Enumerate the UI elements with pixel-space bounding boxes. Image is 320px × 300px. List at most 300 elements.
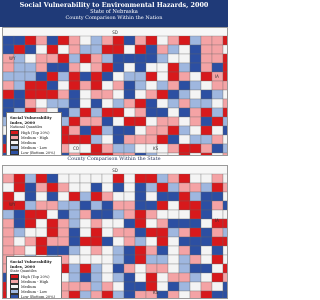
county-cell bbox=[179, 126, 190, 135]
county-cell bbox=[80, 210, 91, 219]
county-cell bbox=[80, 63, 91, 72]
county-cell bbox=[69, 192, 80, 201]
county-cell bbox=[157, 246, 168, 255]
county-cell bbox=[113, 36, 124, 45]
county-cell bbox=[190, 54, 201, 63]
county-cell bbox=[102, 117, 113, 126]
county-cell bbox=[135, 291, 146, 298]
county-cell bbox=[135, 201, 146, 210]
county-cell bbox=[179, 255, 190, 264]
legend-label: Medium - High bbox=[21, 279, 49, 284]
county-cell bbox=[135, 228, 146, 237]
county-cell bbox=[135, 237, 146, 246]
county-cell bbox=[168, 117, 179, 126]
county-cell bbox=[36, 99, 47, 108]
county-cell bbox=[168, 282, 179, 291]
county-cell bbox=[146, 63, 157, 72]
county-cell bbox=[223, 45, 227, 54]
county-cell bbox=[190, 63, 201, 72]
county-cell bbox=[14, 45, 25, 54]
county-cell bbox=[190, 192, 201, 201]
county-cell bbox=[14, 192, 25, 201]
county-cell bbox=[113, 90, 124, 99]
county-cell bbox=[157, 72, 168, 81]
county-cell bbox=[190, 291, 201, 298]
county-cell bbox=[157, 45, 168, 54]
county-cell bbox=[102, 36, 113, 45]
county-cell bbox=[168, 183, 179, 192]
county-cell bbox=[124, 246, 135, 255]
county-cell bbox=[113, 72, 124, 81]
county-cell bbox=[223, 291, 227, 298]
county-cell bbox=[113, 63, 124, 72]
county-cell bbox=[146, 246, 157, 255]
county-cell bbox=[58, 219, 69, 228]
county-cell bbox=[124, 54, 135, 63]
county-cell bbox=[157, 126, 168, 135]
nation-comparison-map bbox=[2, 27, 228, 156]
county-cell bbox=[135, 90, 146, 99]
county-cell bbox=[91, 99, 102, 108]
county-cell bbox=[36, 174, 47, 183]
county-cell bbox=[69, 99, 80, 108]
county-cell bbox=[124, 282, 135, 291]
county-cell bbox=[25, 246, 36, 255]
county-cell bbox=[3, 246, 14, 255]
county-cell bbox=[212, 144, 223, 153]
county-cell bbox=[135, 255, 146, 264]
county-cell bbox=[25, 174, 36, 183]
county-cell bbox=[179, 183, 190, 192]
county-cell bbox=[157, 90, 168, 99]
county-cell bbox=[14, 201, 25, 210]
county-cell bbox=[58, 99, 69, 108]
map-header bbox=[0, 0, 228, 27]
county-cell bbox=[179, 54, 190, 63]
county-cell bbox=[124, 135, 135, 144]
county-cell bbox=[113, 219, 124, 228]
county-cell bbox=[91, 255, 102, 264]
county-cell bbox=[179, 174, 190, 183]
county-cell bbox=[102, 264, 113, 273]
county-cell bbox=[3, 45, 14, 54]
county-cell bbox=[36, 228, 47, 237]
state-legend bbox=[6, 256, 62, 299]
county-cell bbox=[3, 81, 14, 90]
county-cell bbox=[47, 36, 58, 45]
county-cell bbox=[190, 183, 201, 192]
county-cell bbox=[146, 126, 157, 135]
county-cell bbox=[135, 36, 146, 45]
county-cell bbox=[201, 153, 212, 155]
county-cell bbox=[25, 90, 36, 99]
legend-label: Medium - Low bbox=[21, 289, 48, 294]
county-cell bbox=[14, 174, 25, 183]
county-cell bbox=[135, 282, 146, 291]
county-cell bbox=[201, 72, 212, 81]
county-cell bbox=[190, 117, 201, 126]
state-name: State of Nebraska bbox=[90, 9, 138, 15]
county-cell bbox=[69, 153, 80, 155]
county-cell bbox=[135, 108, 146, 117]
county-cell bbox=[212, 183, 223, 192]
county-cell bbox=[212, 126, 223, 135]
county-cell bbox=[91, 90, 102, 99]
county-cell bbox=[223, 54, 227, 63]
county-cell bbox=[91, 117, 102, 126]
county-cell bbox=[102, 45, 113, 54]
county-cell bbox=[157, 228, 168, 237]
county-cell bbox=[157, 237, 168, 246]
county-cell bbox=[36, 63, 47, 72]
county-cell bbox=[36, 246, 47, 255]
county-cell bbox=[14, 183, 25, 192]
county-cell bbox=[146, 210, 157, 219]
county-cell bbox=[80, 174, 91, 183]
county-cell bbox=[179, 291, 190, 298]
legend-subtitle: National Quantiles bbox=[10, 125, 43, 129]
county-cell bbox=[69, 63, 80, 72]
county-cell bbox=[124, 174, 135, 183]
county-cell bbox=[91, 81, 102, 90]
county-cell bbox=[3, 219, 14, 228]
county-cell bbox=[80, 273, 91, 282]
county-cell bbox=[135, 63, 146, 72]
county-cell bbox=[201, 90, 212, 99]
county-cell bbox=[212, 90, 223, 99]
county-cell bbox=[223, 63, 227, 72]
county-cell bbox=[157, 201, 168, 210]
county-cell bbox=[80, 228, 91, 237]
county-cell bbox=[135, 192, 146, 201]
label-south-dakota: SD bbox=[112, 168, 118, 173]
county-cell bbox=[212, 264, 223, 273]
county-cell bbox=[58, 63, 69, 72]
county-cell bbox=[201, 183, 212, 192]
county-cell bbox=[212, 246, 223, 255]
county-cell bbox=[69, 237, 80, 246]
legend-swatch bbox=[10, 294, 19, 299]
county-cell bbox=[201, 219, 212, 228]
county-cell bbox=[124, 237, 135, 246]
county-cell bbox=[69, 126, 80, 135]
county-cell bbox=[91, 174, 102, 183]
county-cell bbox=[69, 291, 80, 298]
county-cell bbox=[69, 108, 80, 117]
county-cell bbox=[223, 228, 227, 237]
county-cell bbox=[124, 36, 135, 45]
county-cell bbox=[223, 90, 227, 99]
county-cell bbox=[135, 135, 146, 144]
label-colorado: CO bbox=[73, 146, 79, 151]
county-cell bbox=[113, 126, 124, 135]
county-cell bbox=[179, 108, 190, 117]
county-cell bbox=[157, 264, 168, 273]
county-cell bbox=[168, 210, 179, 219]
county-cell bbox=[102, 126, 113, 135]
county-cell bbox=[223, 219, 227, 228]
county-cell bbox=[80, 36, 91, 45]
county-cell bbox=[168, 153, 179, 155]
county-cell bbox=[80, 246, 91, 255]
county-cell bbox=[135, 210, 146, 219]
county-cell bbox=[25, 237, 36, 246]
county-cell bbox=[168, 63, 179, 72]
county-cell bbox=[146, 219, 157, 228]
county-cell bbox=[201, 135, 212, 144]
county-cell bbox=[190, 237, 201, 246]
county-cell bbox=[80, 201, 91, 210]
county-cell bbox=[157, 63, 168, 72]
county-cell bbox=[146, 255, 157, 264]
county-cell bbox=[124, 255, 135, 264]
county-cell bbox=[157, 99, 168, 108]
county-cell bbox=[102, 108, 113, 117]
county-cell bbox=[135, 183, 146, 192]
county-cell bbox=[58, 90, 69, 99]
county-cell bbox=[190, 273, 201, 282]
nation-comparison-subtitle: County Comparison Within the Nation bbox=[65, 15, 163, 21]
county-cell bbox=[80, 117, 91, 126]
county-cell bbox=[146, 108, 157, 117]
county-cell bbox=[3, 90, 14, 99]
legend-title: Social Vulnerability Index, 2000 bbox=[10, 115, 52, 125]
county-cell bbox=[113, 201, 124, 210]
county-cell bbox=[223, 237, 227, 246]
county-cell bbox=[113, 99, 124, 108]
county-cell bbox=[179, 282, 190, 291]
county-cell bbox=[124, 108, 135, 117]
county-cell bbox=[36, 45, 47, 54]
county-cell bbox=[14, 228, 25, 237]
county-cell bbox=[47, 99, 58, 108]
county-cell bbox=[14, 72, 25, 81]
county-cell bbox=[190, 219, 201, 228]
county-cell bbox=[69, 90, 80, 99]
county-cell bbox=[25, 36, 36, 45]
county-cell bbox=[223, 183, 227, 192]
county-cell bbox=[36, 201, 47, 210]
county-cell bbox=[157, 282, 168, 291]
county-cell bbox=[201, 228, 212, 237]
county-cell bbox=[135, 174, 146, 183]
county-cell bbox=[102, 201, 113, 210]
county-cell bbox=[91, 36, 102, 45]
county-cell bbox=[168, 135, 179, 144]
county-cell bbox=[179, 117, 190, 126]
county-cell bbox=[102, 63, 113, 72]
county-cell bbox=[36, 36, 47, 45]
county-cell bbox=[113, 108, 124, 117]
legend-label: Medium - High bbox=[21, 135, 49, 140]
county-cell bbox=[212, 174, 223, 183]
county-cell bbox=[201, 255, 212, 264]
legend-label: High (Top 20%) bbox=[21, 274, 50, 279]
county-cell bbox=[102, 174, 113, 183]
county-cell bbox=[80, 126, 91, 135]
county-cell bbox=[47, 183, 58, 192]
county-cell bbox=[91, 45, 102, 54]
county-cell bbox=[179, 219, 190, 228]
county-cell bbox=[223, 126, 227, 135]
county-cell bbox=[157, 117, 168, 126]
county-cell bbox=[91, 63, 102, 72]
county-cell bbox=[80, 264, 91, 273]
label-iowa: IA bbox=[215, 74, 219, 79]
county-cell bbox=[3, 99, 14, 108]
county-cell bbox=[36, 183, 47, 192]
county-cell bbox=[201, 201, 212, 210]
county-cell bbox=[124, 63, 135, 72]
county-cell bbox=[223, 81, 227, 90]
county-cell bbox=[113, 228, 124, 237]
county-cell bbox=[91, 264, 102, 273]
county-cell bbox=[80, 135, 91, 144]
county-cell bbox=[113, 81, 124, 90]
county-cell bbox=[58, 45, 69, 54]
county-cell bbox=[58, 183, 69, 192]
nation-legend bbox=[6, 112, 62, 156]
county-cell bbox=[124, 228, 135, 237]
county-cell bbox=[135, 72, 146, 81]
county-cell bbox=[14, 81, 25, 90]
county-cell bbox=[36, 237, 47, 246]
county-cell bbox=[168, 264, 179, 273]
county-cell bbox=[168, 291, 179, 298]
state-comparison-subtitle: County Comparison Within the State bbox=[67, 156, 161, 162]
county-cell bbox=[146, 135, 157, 144]
county-cell bbox=[146, 237, 157, 246]
county-cell bbox=[168, 174, 179, 183]
county-cell bbox=[47, 237, 58, 246]
county-cell bbox=[25, 99, 36, 108]
county-cell bbox=[157, 183, 168, 192]
county-cell bbox=[201, 45, 212, 54]
county-cell bbox=[102, 153, 113, 155]
county-cell bbox=[179, 144, 190, 153]
legend-label: Medium - Low bbox=[21, 145, 48, 150]
county-cell bbox=[135, 45, 146, 54]
county-cell bbox=[47, 72, 58, 81]
county-cell bbox=[3, 183, 14, 192]
county-cell bbox=[3, 63, 14, 72]
county-cell bbox=[190, 201, 201, 210]
county-cell bbox=[190, 135, 201, 144]
county-cell bbox=[3, 237, 14, 246]
county-cell bbox=[190, 153, 201, 155]
county-cell bbox=[69, 228, 80, 237]
county-cell bbox=[190, 45, 201, 54]
county-cell bbox=[113, 54, 124, 63]
county-cell bbox=[69, 183, 80, 192]
county-cell bbox=[190, 72, 201, 81]
county-cell bbox=[47, 174, 58, 183]
county-cell bbox=[146, 174, 157, 183]
county-cell bbox=[168, 36, 179, 45]
county-cell bbox=[91, 228, 102, 237]
county-cell bbox=[113, 192, 124, 201]
county-cell bbox=[168, 219, 179, 228]
county-cell bbox=[91, 54, 102, 63]
county-cell bbox=[91, 219, 102, 228]
county-cell bbox=[58, 228, 69, 237]
county-cell bbox=[80, 255, 91, 264]
county-cell bbox=[91, 135, 102, 144]
county-cell bbox=[135, 99, 146, 108]
county-cell bbox=[201, 108, 212, 117]
county-cell bbox=[58, 174, 69, 183]
county-cell bbox=[58, 54, 69, 63]
county-cell bbox=[146, 72, 157, 81]
county-cell bbox=[190, 264, 201, 273]
county-cell bbox=[14, 63, 25, 72]
county-cell bbox=[102, 282, 113, 291]
legend-label: High (Top 20%) bbox=[21, 130, 50, 135]
county-cell bbox=[69, 273, 80, 282]
county-cell bbox=[25, 63, 36, 72]
county-cell bbox=[80, 153, 91, 155]
county-cell bbox=[47, 228, 58, 237]
county-cell bbox=[168, 99, 179, 108]
county-cell bbox=[201, 81, 212, 90]
county-cell bbox=[212, 291, 223, 298]
county-cell bbox=[80, 54, 91, 63]
county-cell bbox=[91, 246, 102, 255]
county-cell bbox=[58, 36, 69, 45]
county-cell bbox=[157, 36, 168, 45]
county-cell bbox=[146, 192, 157, 201]
county-cell bbox=[168, 246, 179, 255]
county-cell bbox=[146, 273, 157, 282]
county-cell bbox=[14, 54, 25, 63]
county-cell bbox=[124, 90, 135, 99]
county-cell bbox=[36, 72, 47, 81]
legend-label: Medium bbox=[21, 140, 36, 145]
county-cell bbox=[179, 228, 190, 237]
county-cell bbox=[135, 54, 146, 63]
county-cell bbox=[212, 63, 223, 72]
county-cell bbox=[223, 153, 227, 155]
county-cell bbox=[212, 255, 223, 264]
county-cell bbox=[190, 99, 201, 108]
county-cell bbox=[212, 273, 223, 282]
county-cell bbox=[102, 273, 113, 282]
county-cell bbox=[212, 135, 223, 144]
county-cell bbox=[157, 255, 168, 264]
county-cell bbox=[124, 264, 135, 273]
county-cell bbox=[212, 45, 223, 54]
county-cell bbox=[58, 237, 69, 246]
county-cell bbox=[47, 219, 58, 228]
county-cell bbox=[25, 72, 36, 81]
county-cell bbox=[135, 144, 146, 153]
county-cell bbox=[25, 228, 36, 237]
county-cell bbox=[113, 183, 124, 192]
county-cell bbox=[135, 126, 146, 135]
county-cell bbox=[146, 36, 157, 45]
county-cell bbox=[102, 135, 113, 144]
label-kansas: KS bbox=[153, 290, 159, 295]
county-cell bbox=[124, 81, 135, 90]
map-title: Social Vulnerability to Environmental Hazards, 2000 bbox=[19, 1, 209, 9]
county-cell bbox=[168, 45, 179, 54]
county-cell bbox=[3, 192, 14, 201]
county-cell bbox=[69, 54, 80, 63]
county-cell bbox=[124, 183, 135, 192]
county-cell bbox=[80, 90, 91, 99]
county-cell bbox=[223, 99, 227, 108]
county-cell bbox=[179, 210, 190, 219]
